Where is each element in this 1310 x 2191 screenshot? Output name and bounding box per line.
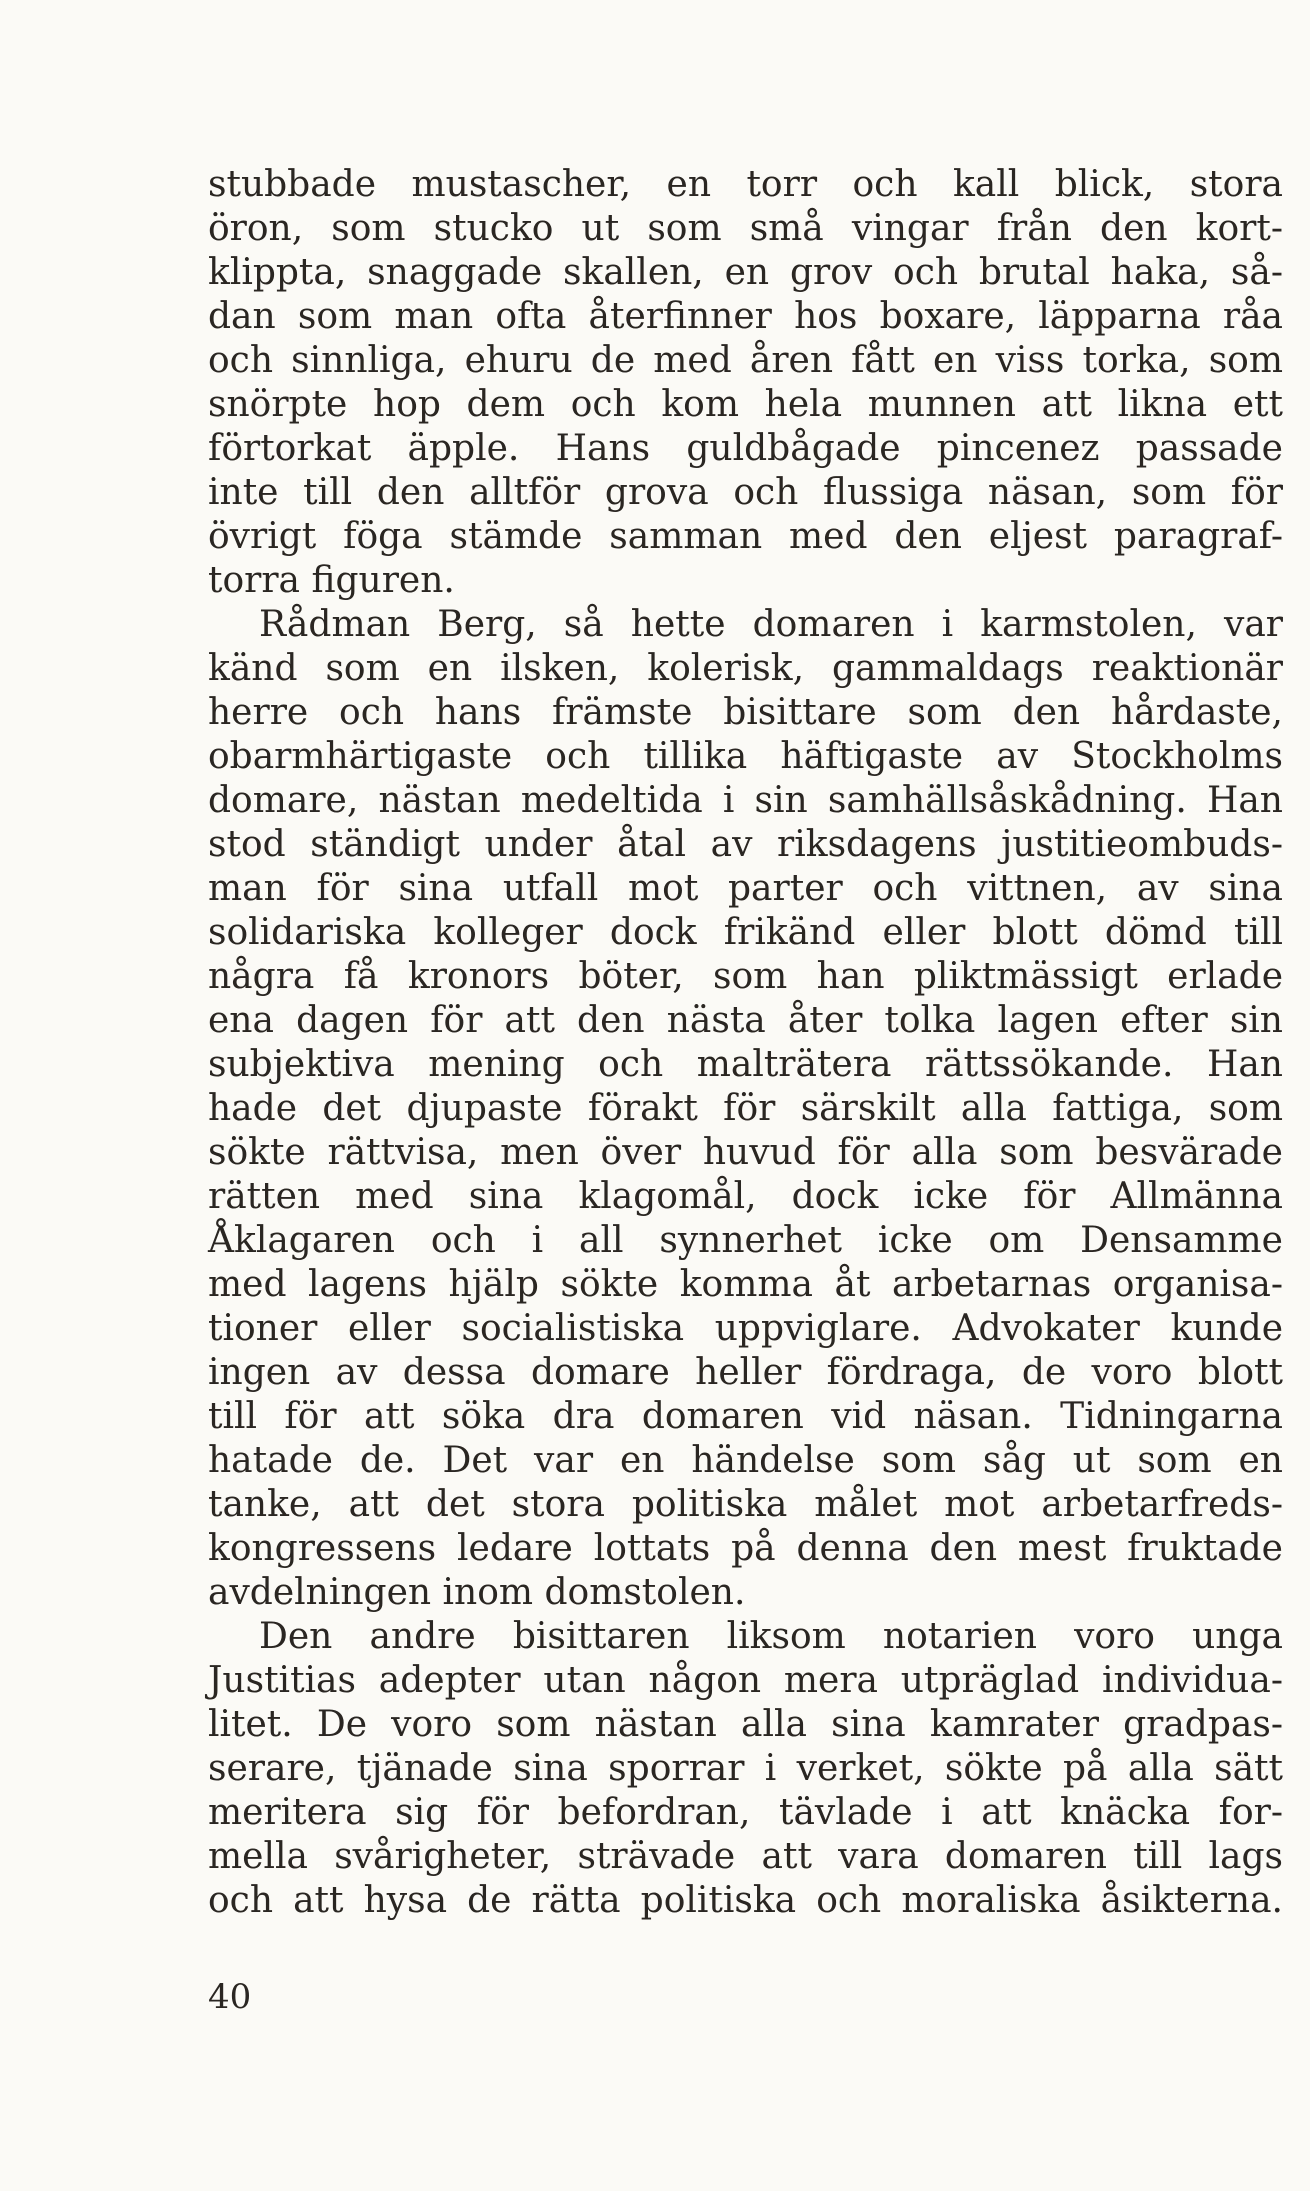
text-line: övrigt föga stämde samman med den eljest paragraf-	[208, 516, 1283, 557]
text-line: och att hysa de rätta politiska och moraliska åsikterna.	[208, 1880, 1283, 1921]
text-line: tanke, att det stora politiska målet mot arbetarfreds-	[208, 1484, 1283, 1525]
text-line: hatade de. Det var en händelse som såg ut som en	[208, 1440, 1283, 1481]
text-line: och sinnliga, ehuru de med åren fått en viss torka, som	[208, 340, 1283, 381]
text-line: med lagens hjälp sökte komma åt arbetarnas organisa-	[208, 1264, 1283, 1305]
text-line: några få kronors böter, som han pliktmässigt erlade	[208, 956, 1283, 997]
text-line: ena dagen för att den nästa åter tolka lagen efter sin	[208, 1000, 1283, 1041]
text-line: kongressens ledare lottats på denna den mest fruktade	[208, 1528, 1283, 1569]
text-line: Justitias adepter utan någon mera utpräglad individua-	[208, 1660, 1283, 1701]
text-line: torra figuren.	[208, 560, 455, 601]
text-line: rätten med sina klagomål, dock icke för Allmänna	[208, 1176, 1283, 1217]
text-line: serare, tjänade sina sporrar i verket, sökte på alla sätt	[208, 1748, 1283, 1789]
text-line: Rådman Berg, så hette domaren i karmstolen, var	[259, 604, 1283, 645]
text-line: Åklagaren och i all synnerhet icke om Densamme	[208, 1220, 1283, 1261]
text-line: avdelningen inom domstolen.	[208, 1572, 746, 1613]
text-line: mella svårigheter, strävade att vara domaren till lags	[208, 1836, 1283, 1877]
text-line: inte till den alltför grova och flussiga näsan, som för	[208, 472, 1283, 513]
page-number: 40	[208, 1977, 252, 2017]
text-line: öron, som stucko ut som små vingar från den kort-	[208, 208, 1283, 249]
text-line: stubbade mustascher, en torr och kall blick, stora	[208, 164, 1283, 205]
text-line: litet. De voro som nästan alla sina kamrater gradpas-	[208, 1704, 1283, 1745]
text-line: man för sina utfall mot parter och vittnen, av sina	[208, 868, 1283, 909]
text-line: förtorkat äpple. Hans guldbågade pincenez passade	[208, 428, 1283, 469]
text-line: tioner eller socialistiska uppviglare. Advokater kunde	[208, 1308, 1283, 1349]
body-text	[208, 163, 1283, 1923]
text-line: obarmhärtigaste och tillika häftigaste av Stockholms	[208, 736, 1283, 777]
text-line: dan som man ofta återfinner hos boxare, läpparna råa	[208, 296, 1283, 337]
text-line: herre och hans främste bisittare som den hårdaste,	[208, 692, 1283, 733]
text-line: solidariska kolleger dock frikänd eller blott dömd till	[208, 912, 1283, 953]
text-line: till för att söka dra domaren vid näsan. Tidningarna	[208, 1396, 1283, 1437]
text-line: stod ständigt under åtal av riksdagens justitieombuds-	[208, 824, 1283, 865]
text-line: snörpte hop dem och kom hela munnen att likna ett	[208, 384, 1283, 425]
text-line: subjektiva mening och malträtera rättssökande. Han	[208, 1044, 1283, 1085]
text-line: domare, nästan medeltida i sin samhällsåskådning. Han	[208, 780, 1283, 821]
text-line: ingen av dessa domare heller fördraga, de voro blott	[208, 1352, 1283, 1393]
text-line: klippta, snaggade skallen, en grov och brutal haka, så-	[208, 252, 1283, 293]
text-line: känd som en ilsken, kolerisk, gammaldags reaktionär	[208, 648, 1283, 689]
text-line: sökte rättvisa, men över huvud för alla som besvärade	[208, 1132, 1283, 1173]
text-line: Den andre bisittaren liksom notarien voro unga	[259, 1616, 1283, 1657]
text-line: hade det djupaste förakt för särskilt alla fattiga, som	[208, 1088, 1283, 1129]
text-line: meritera sig för befordran, tävlade i att knäcka for-	[208, 1792, 1283, 1833]
